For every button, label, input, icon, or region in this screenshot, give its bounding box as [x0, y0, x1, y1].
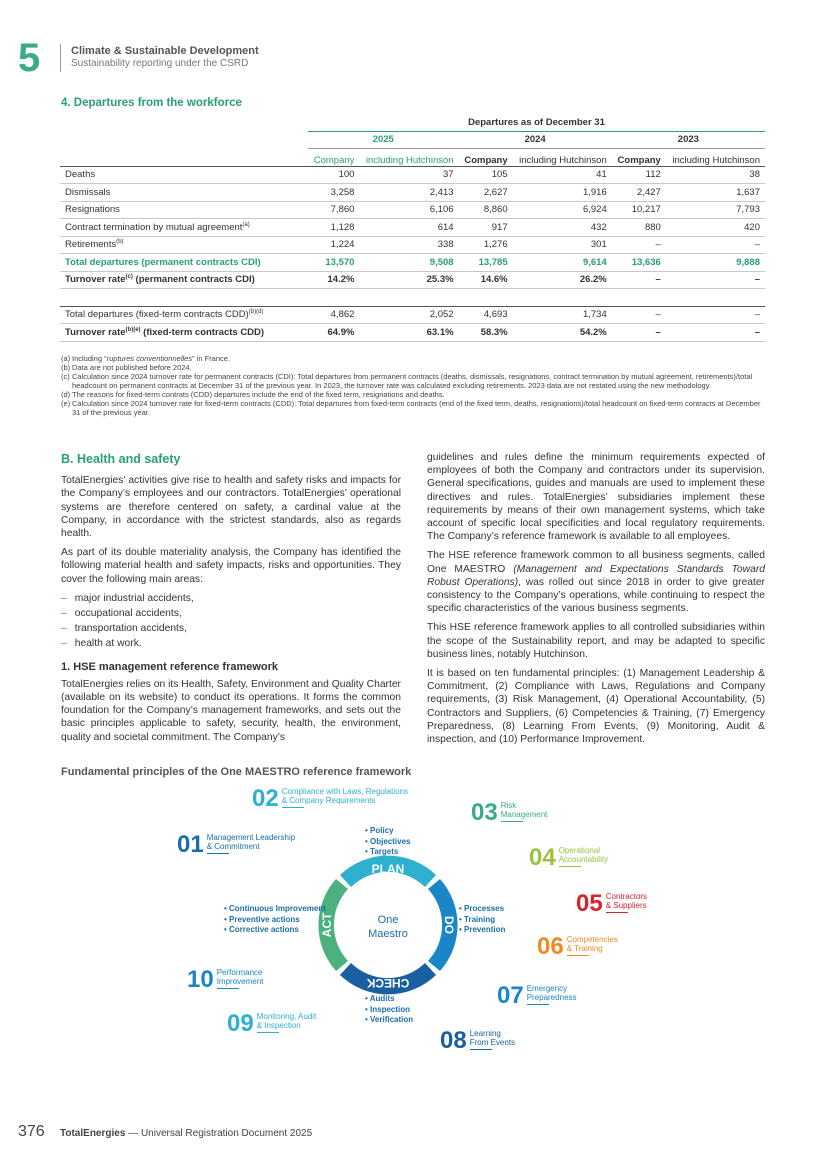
row-label	[60, 184, 308, 202]
col-header: Company	[459, 149, 513, 167]
principle-text	[282, 787, 408, 808]
left-column	[61, 453, 401, 750]
principle-number: 10	[187, 966, 214, 993]
cell: 301	[513, 236, 612, 254]
principle-underline	[207, 853, 229, 854]
cell: 63.1%	[359, 324, 458, 342]
check-items	[365, 994, 413, 1026]
list-item-text: health at work.	[74, 638, 142, 650]
cell: 1,916	[513, 184, 612, 202]
cell: 7,860	[308, 201, 359, 219]
cell: 14.6%	[459, 271, 513, 289]
footnote-key: (d)	[61, 390, 71, 399]
text: The HSE reference framework common to all business segments, called One MAESTRO	[427, 550, 765, 575]
text: Including “	[72, 354, 107, 363]
cell: 338	[359, 236, 458, 254]
check-label: CHECK	[366, 976, 410, 990]
paragraph: TotalEnergies’ activities give rise to health and safety risks and impacts for the Company’s employees and our contractors. TotalEnergies’ operational systems are therefore centered on safety, a cardinal value at the Company, in accordance with the strictest standards, also as regards health.	[61, 475, 401, 540]
risk-list	[61, 592, 401, 651]
table-year-row	[60, 131, 765, 149]
row-label	[60, 324, 308, 342]
footnote	[61, 399, 765, 417]
center-label: One	[377, 914, 399, 926]
section-title: 4. Departures from the workforce	[61, 97, 242, 109]
page-number: 376	[18, 1123, 45, 1140]
principle-underline	[606, 912, 628, 913]
principle-label: & Inspection	[256, 1021, 301, 1030]
principle-label: Emergency	[526, 984, 568, 993]
principle-05	[576, 892, 647, 916]
principle-label: & Training	[566, 944, 603, 953]
footnote-ref: (b)(e)	[125, 326, 141, 333]
label-text: Turnover rate	[65, 326, 126, 338]
principle-03	[471, 801, 547, 825]
principle-number: 01	[177, 831, 204, 858]
cell: –	[612, 271, 666, 289]
footnote-key: (b)	[61, 363, 71, 372]
footnote-ref: (b)(d)	[248, 309, 264, 316]
principle-label: From Events	[469, 1038, 516, 1047]
list-item-text: occupational accidents,	[74, 608, 182, 620]
do-items	[459, 904, 505, 936]
cell: –	[612, 324, 666, 342]
footer-brand: TotalEnergies	[60, 1128, 126, 1139]
footnote-ref: (a)	[242, 221, 250, 228]
right-column	[427, 451, 765, 752]
cell: 1,276	[459, 236, 513, 254]
principle-underline	[501, 821, 523, 822]
cell: 37	[359, 166, 458, 184]
label-text: (permanent contracts CDI)	[132, 274, 255, 286]
text: Calculation since 2024 turnover rate for fixed-term contracts (CDD): Total departures from fixed-term contracts (end of the fixed term, deaths, resignations)/total headcount on fixed-term contracts at December 31 of the previous year.	[72, 399, 761, 417]
cell: 41	[513, 166, 612, 184]
principle-label: Compliance with Laws, Regulations	[281, 787, 408, 796]
row-label	[60, 236, 308, 254]
table-caption: Departures as of December 31	[308, 114, 765, 131]
check-item: • Audits	[365, 994, 395, 1003]
text-emphasis: ruptures conventionnelles	[106, 354, 193, 363]
principle-number: 07	[497, 982, 524, 1009]
principle-02	[252, 787, 408, 811]
paragraph: As part of its double materiality analysis, the Company has identified the following material health and safety impacts, risks and opportunities. They cover the following main areas:	[61, 547, 401, 585]
plan-item: • Objectives	[365, 836, 411, 846]
principle-label: Improvement	[216, 977, 264, 986]
footer-doc: — Universal Registration Document 2025	[125, 1128, 313, 1139]
cell: –	[666, 271, 765, 289]
cell: 614	[359, 219, 458, 237]
principle-number: 04	[529, 844, 556, 871]
principle-label: Risk	[500, 801, 517, 810]
cell: 13,636	[612, 254, 666, 272]
principle-08	[440, 1029, 515, 1053]
cell: 432	[513, 219, 612, 237]
health-safety-heading: B. Health and safety	[61, 452, 181, 466]
row-label	[60, 306, 308, 324]
label-text: Resignations	[65, 204, 120, 216]
footnote-text	[72, 399, 765, 417]
footnote	[61, 372, 765, 390]
table-caption-row	[60, 114, 765, 131]
cell: 420	[666, 219, 765, 237]
label-text: (fixed-term contracts CDD)	[140, 326, 265, 338]
footnote-key: (a)	[61, 354, 71, 363]
principle-text	[527, 984, 577, 1005]
text: Data are not published before 2024.	[72, 363, 192, 372]
principle-label: Performance	[216, 968, 263, 977]
principle-underline	[567, 955, 589, 956]
cell: 9,614	[513, 254, 612, 272]
do-label: DO	[442, 916, 456, 934]
paragraph: This HSE reference framework applies to all controlled subsidiaries within the scope of the Sustainability report, and may be adapted to specific business lines, notably Hutchinson.	[427, 622, 765, 660]
principle-label: Competencies	[566, 935, 618, 944]
principle-01	[177, 833, 295, 857]
check-item: • Verification	[365, 1015, 414, 1024]
table-row-fixed-turnover	[60, 324, 765, 342]
cell: –	[666, 236, 765, 254]
footnote-key: (c)	[61, 372, 70, 381]
col-header: including Hutchinson	[359, 149, 458, 167]
paragraph: TotalEnergies relies on its Health, Safety, Environment and Quality Charter (available on its website) to conduct its operations. It forms the common foundation for the Company’s management frameworks, and sets out the basic principles applicable to safety, security, health, the environment, quality and societal commitment. The Company’s	[61, 678, 401, 743]
cell: 25.3%	[359, 271, 458, 289]
cell: 54.2%	[513, 324, 612, 342]
principle-label: Management	[500, 810, 548, 819]
col-header: Company	[308, 149, 359, 167]
figure-title: Fundamental principles of the One MAESTRO reference framework	[61, 766, 412, 778]
act-item: • Corrective actions	[224, 925, 299, 934]
principle-10	[187, 968, 263, 992]
table-row	[60, 219, 765, 237]
list-item-text: major industrial accidents,	[74, 592, 194, 604]
label-text: Retirements	[65, 239, 117, 251]
principle-underline	[217, 988, 239, 989]
col-header: including Hutchinson	[666, 149, 765, 167]
cell: 1,128	[308, 219, 359, 237]
cell: 1,224	[308, 236, 359, 254]
table-row	[60, 236, 765, 254]
paragraph: It is based on ten fundamental principles: (1) Management Leadership & Commitment, (2) Compliance with Laws, Regulations and Company requirements, (3) Risk Management, (4) Operational Accountability, (5) Contractors and Suppliers, (6) Competencies & Training, (7) Emergency Preparedness, (8) Learning From Events, (9) Monitoring, Audit & inspection, and (10) Performance Improvement.	[427, 668, 765, 746]
principle-text	[501, 801, 548, 822]
chapter-divider	[60, 44, 61, 72]
principle-label: Accountability	[558, 855, 609, 864]
cell: 6,924	[513, 201, 612, 219]
list-item-text: transportation accidents,	[74, 623, 187, 635]
cell: 9,508	[359, 254, 458, 272]
principle-label: Preparedness	[526, 993, 577, 1002]
col-header: Company	[612, 149, 666, 167]
principle-number: 09	[227, 1010, 254, 1037]
footnote-text	[72, 372, 765, 390]
plan-label: PLAN	[371, 862, 405, 876]
principle-underline	[527, 1004, 549, 1005]
principle-number: 06	[537, 933, 564, 960]
principle-text	[207, 833, 296, 854]
principle-underline	[282, 807, 304, 808]
principle-number: 02	[252, 785, 279, 812]
cell: 100	[308, 166, 359, 184]
cell: 13,785	[459, 254, 513, 272]
table-subheader-row	[60, 149, 765, 167]
year-header: 2023	[612, 131, 765, 149]
plan-item: • Targets	[365, 847, 399, 856]
row-label	[60, 166, 308, 184]
table-row-turnover	[60, 271, 765, 289]
row-label	[60, 271, 308, 289]
act-label: ACT	[320, 912, 334, 938]
table-row-total	[60, 254, 765, 272]
principle-text	[217, 968, 264, 989]
cell: 26.2%	[513, 271, 612, 289]
cell: 105	[459, 166, 513, 184]
label-text: Dismissals	[65, 186, 111, 198]
cell: –	[666, 324, 765, 342]
footer-text	[60, 1128, 312, 1139]
table-row	[60, 184, 765, 202]
table-row-fixed	[60, 306, 765, 324]
principle-text	[257, 1012, 317, 1033]
label-text: Contract termination by mutual agreement	[65, 221, 243, 233]
principle-underline	[559, 866, 581, 867]
do-item: • Processes	[459, 904, 505, 913]
text-emphasis: (Management and Expectations Standards Toward Robust Operations)	[427, 563, 765, 588]
principle-text	[567, 935, 618, 956]
principle-label: & Company Requirements	[281, 796, 376, 805]
cell: 14.2%	[308, 271, 359, 289]
footnote-ref: (b)	[116, 239, 124, 246]
principle-label: & Commitment	[206, 842, 260, 851]
col-header: including Hutchinson	[513, 149, 612, 167]
cell: 4,693	[459, 306, 513, 324]
act-item: • Preventive actions	[224, 914, 300, 924]
plan-items	[365, 826, 411, 858]
list-item: – transportation accidents,	[61, 623, 187, 635]
cell: 2,627	[459, 184, 513, 202]
principle-label: Contractors	[605, 892, 648, 901]
row-label: Total departures (permanent contracts CDI)	[60, 254, 308, 272]
cell: 8,860	[459, 201, 513, 219]
principle-number: 03	[471, 799, 498, 826]
principle-label: Operational	[558, 846, 601, 855]
cell: 38	[666, 166, 765, 184]
check-item: • Inspection	[365, 1004, 411, 1014]
label-text: Turnover rate	[65, 274, 126, 286]
list-item: – occupational accidents,	[61, 608, 182, 620]
cell: 1,637	[666, 184, 765, 202]
chapter-number: 5	[18, 36, 41, 80]
principle-underline	[470, 1049, 492, 1050]
act-items	[224, 904, 326, 936]
row-label	[60, 219, 308, 237]
footnote	[61, 354, 765, 363]
paragraph	[427, 549, 765, 615]
cell: 9,888	[666, 254, 765, 272]
cell: 7,793	[666, 201, 765, 219]
table-spacer	[60, 289, 765, 307]
do-item: • Prevention	[459, 925, 506, 934]
principle-underline	[257, 1032, 279, 1033]
cell: 2,413	[359, 184, 458, 202]
list-item: – major industrial accidents,	[61, 592, 194, 604]
principle-number: 08	[440, 1027, 467, 1054]
principle-text	[559, 846, 608, 867]
pdca-cycle-diagram	[318, 855, 458, 995]
cell: 112	[612, 166, 666, 184]
row-label	[60, 201, 308, 219]
footnote-key: (e)	[61, 399, 71, 408]
chapter-title: Climate & Sustainable Development	[71, 45, 259, 57]
cell: 10,217	[612, 201, 666, 219]
footnote-text	[72, 390, 445, 399]
cell: 6,106	[359, 201, 458, 219]
footnote-ref: (c)	[125, 274, 133, 281]
principle-04	[529, 846, 608, 870]
cell: 58.3%	[459, 324, 513, 342]
paragraph: guidelines and rules define the minimum requirements expected of employees of both the Company and contractors under its supervision. General specifications, guides and manuals are used to implement these directives and rules. TotalEnergies’ subsidiaries implement these requirements by means of their own management systems, which take account of specific local specificities and local regulatory requirements. The Company’s reference framework is available to all employees.	[427, 452, 765, 543]
table-row	[60, 166, 765, 184]
label-text: Total departures (fixed-term contracts CDD)	[65, 309, 249, 321]
principle-text	[470, 1029, 515, 1050]
do-item: • Training	[459, 914, 496, 924]
chapter-subtitle: Sustainability reporting under the CSRD	[71, 58, 249, 69]
cell: 13,570	[308, 254, 359, 272]
act-item: • Continuous Improvement	[224, 904, 326, 913]
principle-09	[227, 1012, 316, 1036]
cell: –	[612, 306, 666, 324]
principle-label: & Suppliers	[605, 901, 647, 910]
cell: –	[612, 236, 666, 254]
year-header: 2025	[308, 131, 459, 149]
principle-label: Monitoring, Audit	[256, 1012, 317, 1021]
principle-label: Management Leadership	[206, 833, 296, 842]
center-label: Maestro	[368, 928, 408, 940]
cell: 3,258	[308, 184, 359, 202]
principle-07	[497, 984, 577, 1008]
cell: 4,862	[308, 306, 359, 324]
hse-subheading: 1. HSE management reference framework	[61, 660, 279, 673]
label-text: Deaths	[65, 169, 96, 181]
table-row	[60, 201, 765, 219]
cell: 64.9%	[308, 324, 359, 342]
principle-number: 05	[576, 890, 603, 917]
text: Calculation since 2024 turnover rate for permanent contracts (CDI): Total departures from permanent contracts (deaths, dismissals, resignations, contract termination by mutual agreement, retirements)/total headcount on permanent contracts at December 31 of the previous year. In 2023, the turnover rate was calculated excluding retirements. 2023 data are not restated using the new methodology.	[72, 372, 753, 390]
departures-table	[60, 114, 765, 342]
principle-06	[537, 935, 618, 959]
text: ” in France.	[192, 354, 231, 363]
cell: 880	[612, 219, 666, 237]
list-item: – health at work.	[61, 638, 142, 650]
footnote-text	[72, 354, 230, 363]
footnote	[61, 363, 765, 372]
text: The reasons for fixed-term contrats (CDD) departures include the end of the fixed term, resignations and deaths.	[72, 390, 445, 399]
text: , was rolled out since 2018 in order to give greater consistency to the Company’s operations, while continuing to respect the specific characteristics of the various business segments.	[427, 576, 765, 615]
footnote	[61, 390, 765, 399]
year-header: 2024	[459, 131, 612, 149]
principle-label: Learning	[469, 1029, 501, 1038]
principle-text	[606, 892, 647, 913]
cell: 2,427	[612, 184, 666, 202]
cell: 917	[459, 219, 513, 237]
plan-item: • Policy	[365, 826, 394, 835]
cell: 1,734	[513, 306, 612, 324]
footnotes	[61, 354, 765, 417]
footnote-text	[72, 363, 192, 372]
cell: 2,052	[359, 306, 458, 324]
cell: –	[666, 306, 765, 324]
